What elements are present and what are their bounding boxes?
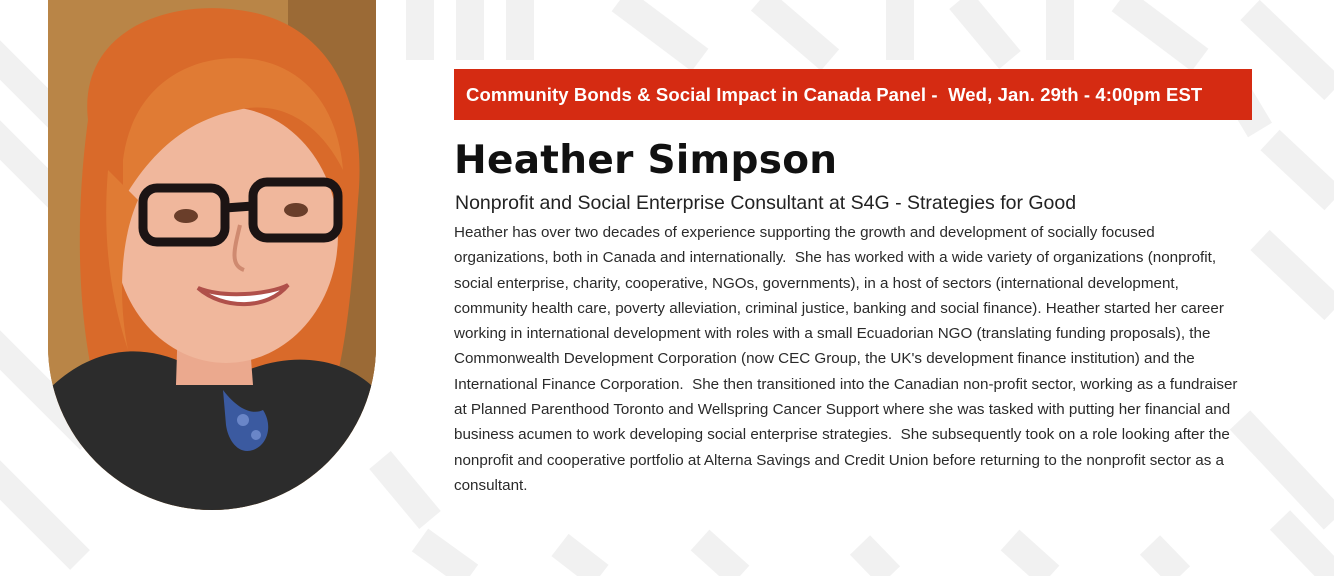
speaker-portrait-illustration — [48, 0, 376, 510]
speaker-name: Heather Simpson — [454, 138, 838, 183]
speaker-bio: Heather has over two decades of experience supporting the growth and development of socially focused organizations, both in Canada and internationally. She has worked with a wide variety of organizations (nonprofit, social enterprise, charity, cooperative, NGOs, governments), in a host of sectors (international development, community health care, poverty alleviation, criminal justice, banking and social finance). Heather started her career working in international development with roles with a small Ecuadorian NGO (translating funding proposals), the Commonwealth Development Corporation (now CEC Group, the UK's development finance institution) and the International Finance Corporation. She then transitioned into the Canadian non-profit sector, working as a fundraiser at Planned Parenthood Toronto and Wellspring Cancer Support where she was tasked with putting her financial and business acumen to work developing social enterprise strategies. She subsequently took on a role looking after the nonprofit and cooperative portfolio at Alterna Savings and Credit Union before returning to the nonprofit sector as a consultant. — [454, 224, 1242, 494]
event-banner-text: Community Bonds & Social Impact in Canada Panel - Wed, Jan. 29th - 4:00pm EST — [466, 83, 1203, 105]
speaker-role: Nonprofit and Social Enterprise Consultant at S4G - Strategies for Good — [455, 192, 1077, 214]
speaker-photo — [48, 0, 376, 510]
event-banner — [454, 69, 1252, 120]
